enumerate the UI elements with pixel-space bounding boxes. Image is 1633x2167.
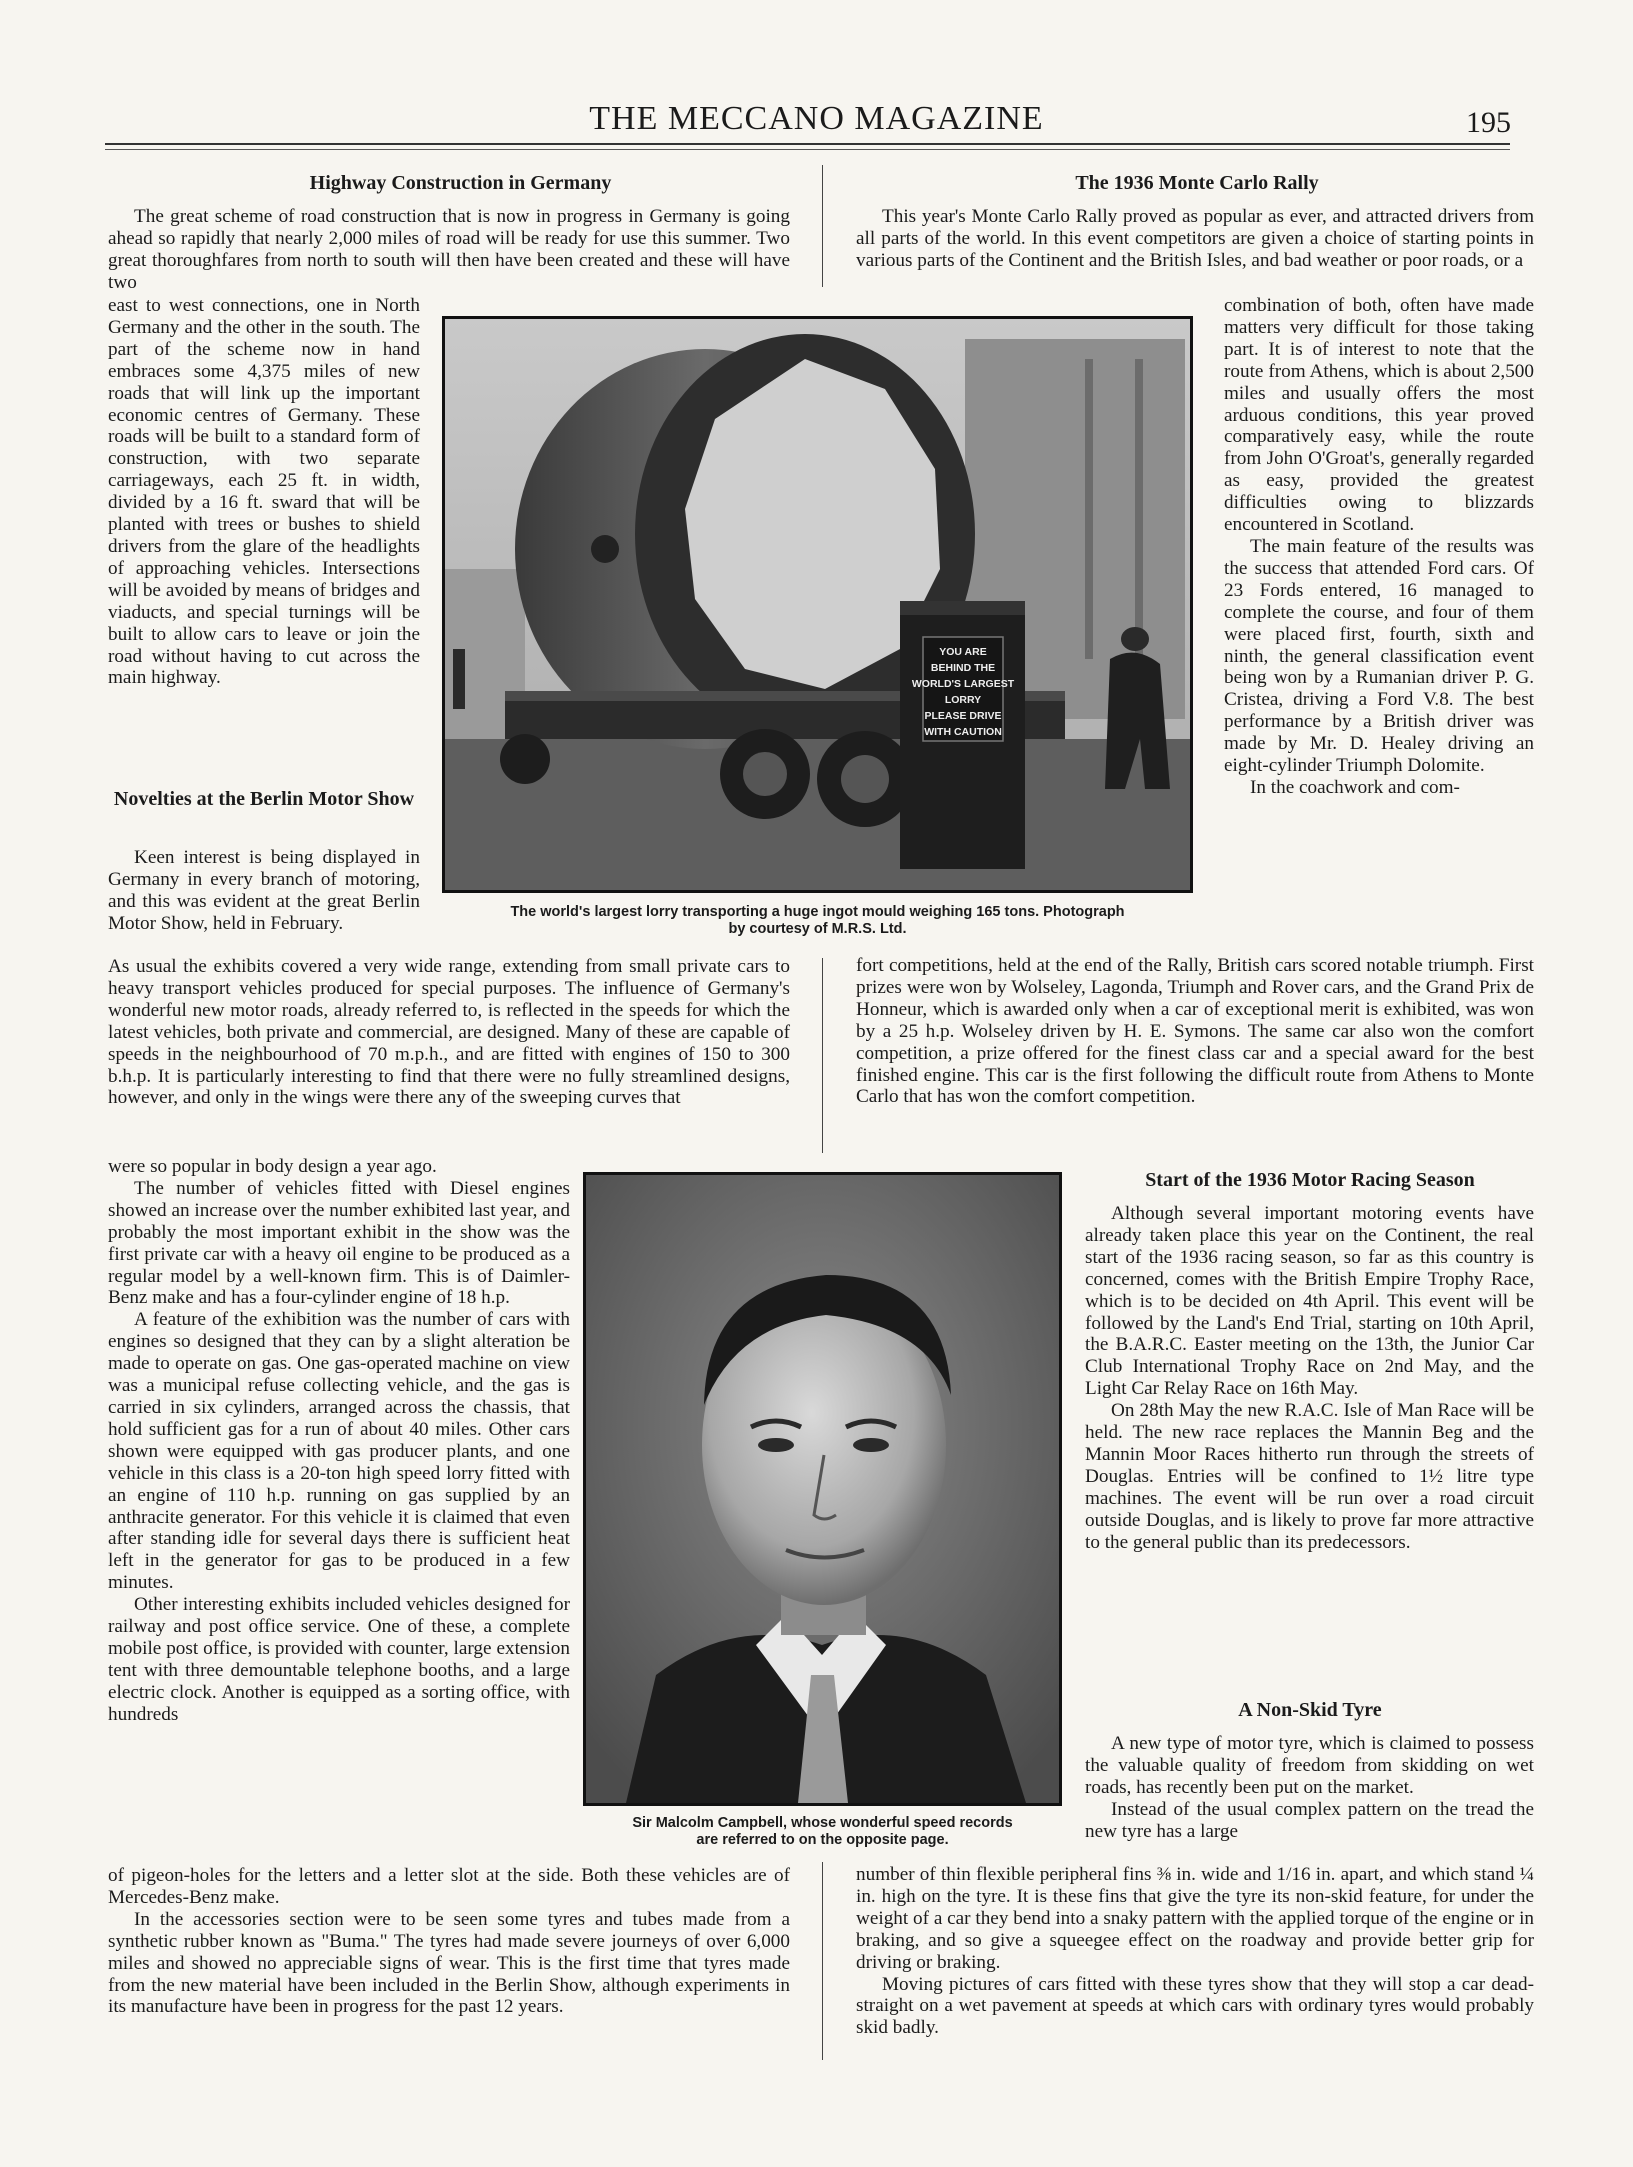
lorry-photo <box>442 316 1193 893</box>
tyre-bottom-text: number of thin flexible peripheral fins ⅜ in. wide and 1/16 in. apart, and which stand ¼ in. high on the tyre. It is these fins that give the tyre its non-skid feature, for under the weight of a car they bend into a snaky pattern with the applied torque of the engine or in braking, and so give a squeegee effect on the roadway and provide better grip for driving or braking. Moving pictures of cars fitted with these tyres show that they will stop a car dead-straight on a wet pavement at speeds at which cars with ordinary tyres would probably skid badly. <box>856 1864 1534 2039</box>
mould-boss <box>591 535 619 563</box>
lorry-illustration <box>445 319 1190 890</box>
column-divider-top <box>822 165 823 287</box>
tyre-wrap-text: A new type of motor tyre, which is claimed to possess the valuable quality of freedom from skidding on wet roads, has recently been put on the market. Instead of the usual complex pattern on the tread the new tyre has a large <box>1085 1733 1534 1842</box>
portrait-eye-right <box>853 1438 889 1452</box>
warning-sign-line: WORLD'S LARGEST <box>911 678 1015 690</box>
highway-intro: The great scheme of road construction that is now in progress in Germany is going ahead so rapidly that nearly 2,000 miles of road will be ready for use this summer. Two great thoroughfares from north to south will then have been created and these will have two <box>108 206 790 293</box>
heading-monte-carlo: The 1936 Monte Carlo Rally <box>1075 172 1319 194</box>
header-rule <box>105 143 1510 145</box>
racing-text: Although several important motoring events have already taken place this year on the Continent, the real start of the 1936 racing season, so far as this country is concerned, comes with the British Empire Trophy Race, which is to be decided on 4th April. This event will be followed by the Land's End Trial, starting on 10th April, the B.A.R.C. Easter meeting on the 13th, the Junior Car Club International Trophy Race on 2nd May, and the Light Car Relay Race on 16th May. On 28th May the new R.A.C. Isle of Man Race will be held. The new race replaces the Mannin Beg and the Mannin Moor Races hitherto run through the streets of Douglas. Entries will be confined to 1½ litre type machines. The event will be run over a road circuit outside Douglas, and is likely to prove far more attractive to the general public than its predecessors. <box>1085 1203 1534 1553</box>
road-ground <box>445 739 1190 890</box>
building-pillar <box>1135 359 1143 659</box>
bystander-figure <box>453 649 465 709</box>
page-number: 195 <box>1466 106 1511 139</box>
heading-racing: Start of the 1936 Motor Racing Season <box>1145 1169 1475 1191</box>
workman-head <box>1121 627 1149 651</box>
monte-carlo-wrap-text: combination of both, often have made matters very difficult for those taking part. It is of interest to note that the route from Athens, which is about 2,500 miles and usually offers the most arduous conditions, this year proved comparatively easy, while the route from John O'Groat's, generally regarded as easy, provided the greatest difficulties owing to blizzards encountered in Scotland. The main feature of the results was the success that attended Ford cars. Of 23 Fords entered, 16 managed to complete the course, and four of them were placed first, fourth, sixth and ninth, the general classification event being won by a Rumanian driver P. G. Cristea, driving a Ford V.8. The best performance by a British driver was made by Mr. D. Healey driving an eight-cylinder Triumph Dolomite. In the coachwork and com- <box>1224 295 1534 798</box>
warning-sign-line: YOU ARE <box>939 646 987 658</box>
campbell-portrait-illustration <box>586 1175 1059 1803</box>
warning-sign-line: LORRY <box>944 694 982 706</box>
monte-carlo-coachwork: fort competitions, held at the end of the Rally, British cars scored notable triumph. First prizes were won by Wolseley, Lagonda, Triumph and Rover cars, and the Grand Prix de Honneur, which is awarded only when a car of exceptional merit is exhibited, was won by a 25 h.p. Wolseley driven by H. E. Symons. The same car also won the comfort competition, a prize offered for the finest class car and a special award for the best finished engine. This car is the first following the difficult route from Athens to Monte Carlo that has won the comfort competition. <box>856 955 1534 1108</box>
lorry-wheel-front <box>500 734 550 784</box>
heading-berlin: Novelties at the Berlin Motor Show <box>113 788 415 810</box>
campbell-caption: Sir Malcolm Campbell, whose wonderful speed records are referred to on the opposite page. <box>632 1815 1013 1848</box>
lorry-wheel-hub <box>841 755 889 803</box>
warning-sign-line: BEHIND THE <box>930 662 996 674</box>
warning-sign-line: WITH CAUTION <box>924 726 1002 738</box>
highway-wrap-text: east to west connections, one in North Germany and the other in the south. The part of the scheme now in hand embraces some 4,375 miles of new roads that will link up the important economic centres of Germany. These roads will be built to a standard form of construction, with two separate carriageways, each 25 ft. in width, divided by a 16 ft. sward that will be planted with trees or bushes to shield drivers from the glare of the headlights of approaching vehicles. Intersections will be avoided by means of bridges and viaducts, and special turnings will be built to allow cars to leave or join the road without having to cut across the main highway. <box>108 295 420 689</box>
berlin-p1-full: As usual the exhibits covered a very wide range, extending from small private cars to heavy transport vehicles produced for special purposes. The influence of Germany's wonderful new motor roads, already referred to, is reflected in the speeds for which the latest vehicles, both private and commercial, are designed. Many of these are capable of speeds in the neighbourhood of 70 m.p.h., and are fitted with engines of 150 to 300 b.h.p. It is particularly interesting to find that there were no fully streamlined designs, however, and only in the wings were there any of the sweeping curves that <box>108 956 790 1109</box>
portrait-eye-left <box>758 1438 794 1452</box>
header-rule-thin <box>105 149 1510 150</box>
column-divider-bottom <box>822 1862 823 2060</box>
rear-cab-roof <box>900 601 1025 615</box>
berlin-p1-wrap: Keen interest is being displayed in Germany in every branch of motoring, and this was evident at the great Berlin Motor Show, held in February. <box>108 847 420 934</box>
lorry-caption: The world's largest lorry transporting a huge ingot mould weighing 165 tons. Photograph by courtesy of M.R.S. Ltd. <box>510 904 1125 937</box>
building-pillar <box>1085 359 1093 659</box>
magazine-title: THE MECCANO MAGAZINE <box>589 100 1044 137</box>
lorry-wheel-hub <box>743 752 787 796</box>
heading-highway: Highway Construction in Germany <box>309 172 612 194</box>
berlin-left-wrap: were so popular in body design a year ago. The number of vehicles fitted with Diesel engines showed an increase over the number exhibited last year, and probably the most important exhibit in the show was the first private car with a heavy oil engine to be produced as a regular model by a well-known firm. This is of Daimler-Benz make and has a four-cylinder engine of 18 h.p. A feature of the exhibition was the number of cars with engines so designed that they can by a slight alteration be made to operate on gas. One gas-operated machine on view was a municipal refuse collecting vehicle, and the gas is carried in six cylinders, arranged across the chassis, that hold sufficient gas for a run of about 40 miles. Other cars shown were equipped with gas producer plants, and one vehicle in this class is a 20-ton high speed lorry fitted with an engine of 110 h.p. running on gas supplied by an anthracite generator. For this vehicle it is claimed that even after standing idle for several days there is sufficient heat left in the generator for gas to be produced in a few minutes. Other interesting exhibits included vehicles designed for railway and post office service. One of these, a complete mobile post office, is provided with counter, large extension tent with three demountable telephone booths, and a large electric clock. Another is equipped as a sorting office, with hundreds <box>108 1156 570 1725</box>
campbell-portrait-photo <box>583 1172 1062 1806</box>
column-divider-middle <box>822 958 823 1153</box>
monte-carlo-intro: This year's Monte Carlo Rally proved as popular as ever, and attracted drivers from all parts of the world. In this event competitors are given a choice of starting points in various parts of the Continent and the British Isles, and bad weather or poor roads, or a <box>856 206 1534 271</box>
warning-sign-line: PLEASE DRIVE <box>924 710 1002 722</box>
heading-tyre: A Non-Skid Tyre <box>1238 1699 1382 1721</box>
berlin-bottom-text: of pigeon-holes for the letters and a letter slot at the side. Both these vehicles are of Mercedes-Benz make. In the accessories section were to be seen some tyres and tubes made from a synthetic rubber known as "Buma." The tyres had made severe journeys of over 6,000 miles and showed no appreciable signs of wear. This is the first time that tyres made from the new material have been included in the Berlin Show, although experiments in its manufacture have been in progress for the past 12 years. <box>108 1865 790 2018</box>
